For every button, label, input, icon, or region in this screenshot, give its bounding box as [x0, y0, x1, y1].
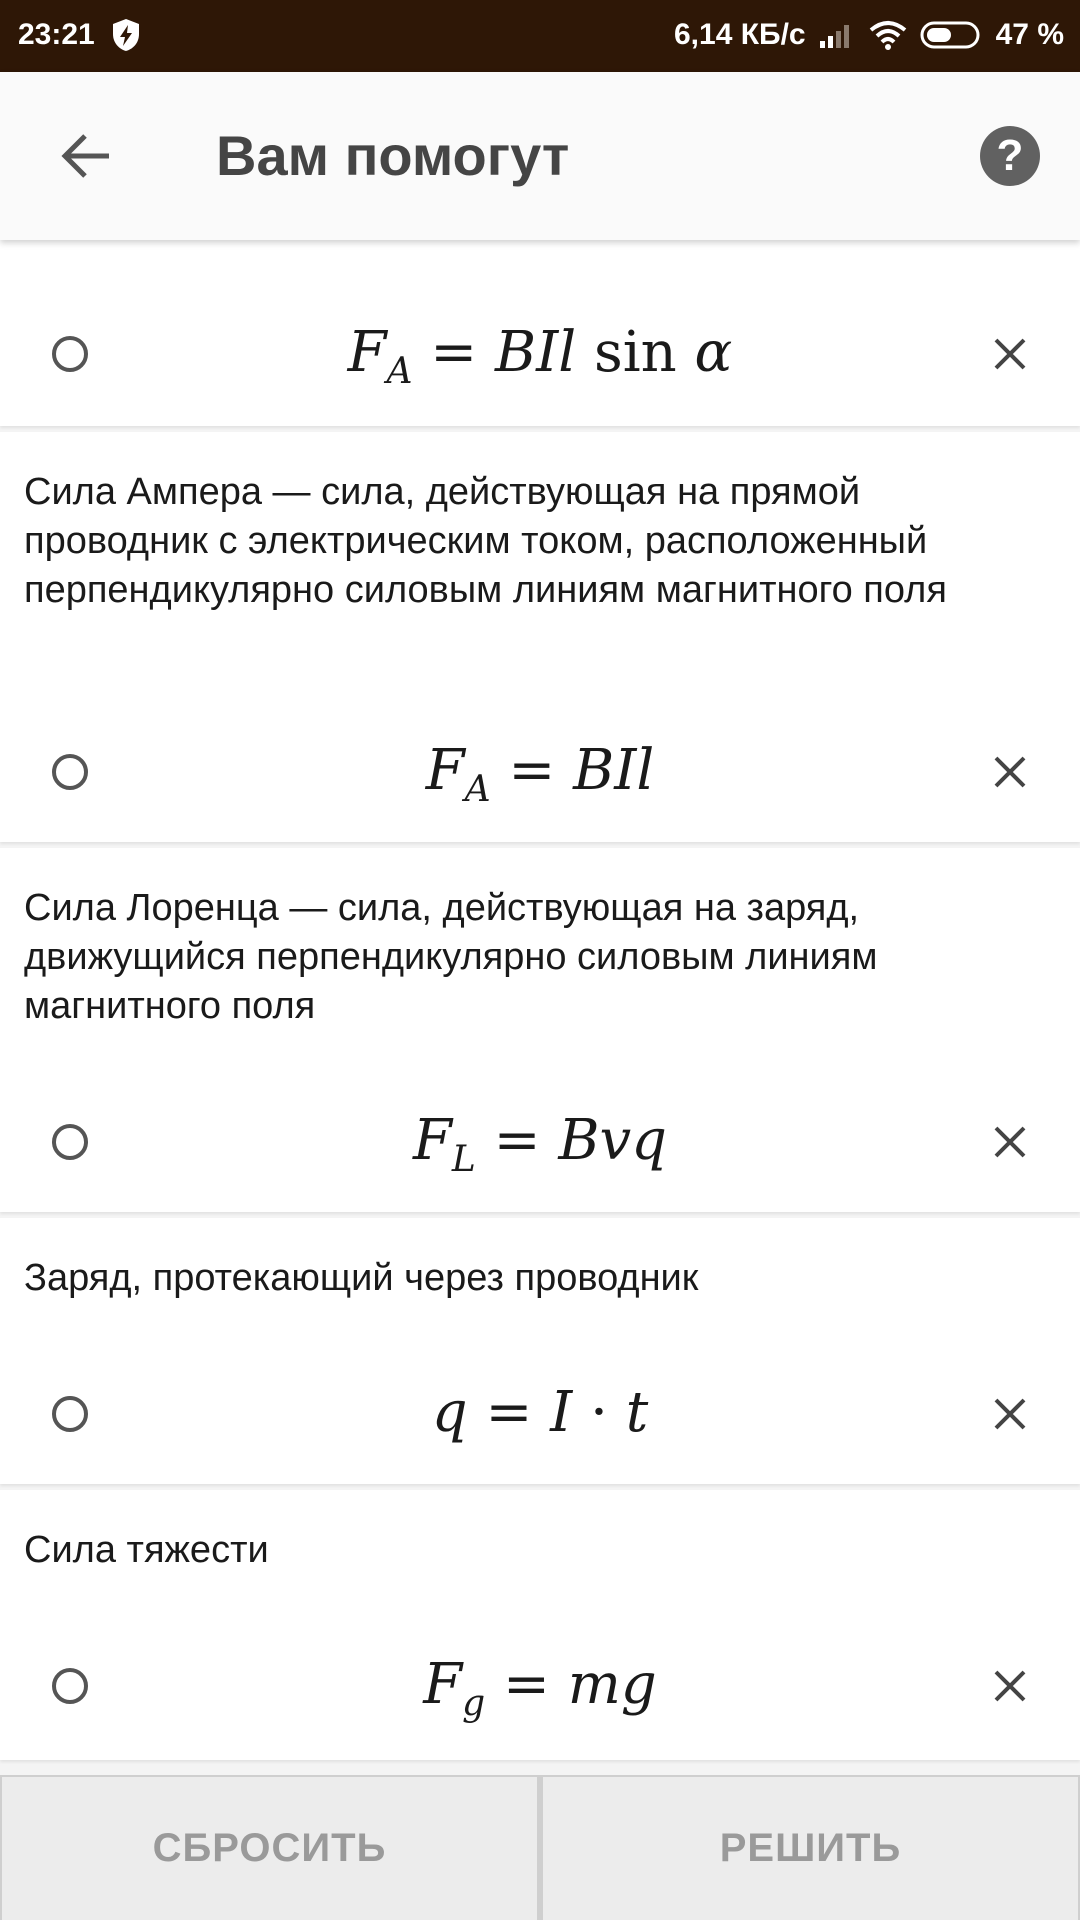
list-item [0, 240, 1080, 426]
close-icon[interactable] [992, 754, 1028, 790]
signal-icon [818, 21, 856, 49]
battery-level: 47 % [995, 18, 1064, 51]
list-item [0, 1490, 1080, 1760]
formula-description: Сила Лоренца — сила, действующая на заряд, движущийся перпендикулярно силовым линиям магнитного поля [24, 887, 878, 1027]
page-title: Вам помогут [216, 124, 570, 187]
back-button[interactable] [52, 122, 120, 190]
close-icon[interactable] [992, 336, 1028, 372]
arrow-left-icon [61, 133, 111, 179]
list-item [0, 1218, 1080, 1484]
formula-description: Заряд, протекающий через проводник [24, 1257, 699, 1299]
close-icon[interactable] [992, 1668, 1028, 1704]
wifi-icon [868, 19, 908, 51]
status-time: 23:21 [18, 18, 95, 51]
shield-bolt-icon [111, 18, 141, 52]
formula: $F_A$ = BIl sin α [347, 320, 733, 392]
close-icon[interactable] [992, 1396, 1028, 1432]
formula: $F_A$ = BIl [425, 738, 655, 810]
help-button[interactable] [980, 126, 1040, 186]
formula-list [0, 240, 1080, 1775]
formula: q = I · t [431, 1380, 649, 1445]
network-speed: 6,14 КБ/с [673, 18, 806, 51]
battery-icon [920, 20, 984, 50]
list-item [0, 848, 1080, 1212]
status-bar [0, 0, 1080, 72]
formula: $F_g$ = mg [423, 1652, 657, 1724]
formula-description: Сила Ампера — сила, действующая на прямой проводник с электрическим током, расположенный перпендикулярно силовым линиям магнитного поля [24, 471, 947, 611]
app-bar [0, 72, 1080, 240]
list-item [0, 432, 1080, 842]
bottom-action-bar [0, 1775, 1080, 1920]
help-icon: ? [996, 131, 1024, 180]
reset-button[interactable]: СБРОСИТЬ [2, 1777, 537, 1920]
formula-description: Сила тяжести [24, 1529, 269, 1571]
formula: $F_L$ = Bvq [413, 1108, 667, 1180]
solve-button[interactable]: РЕШИТЬ [543, 1777, 1078, 1920]
close-icon[interactable] [992, 1124, 1028, 1160]
